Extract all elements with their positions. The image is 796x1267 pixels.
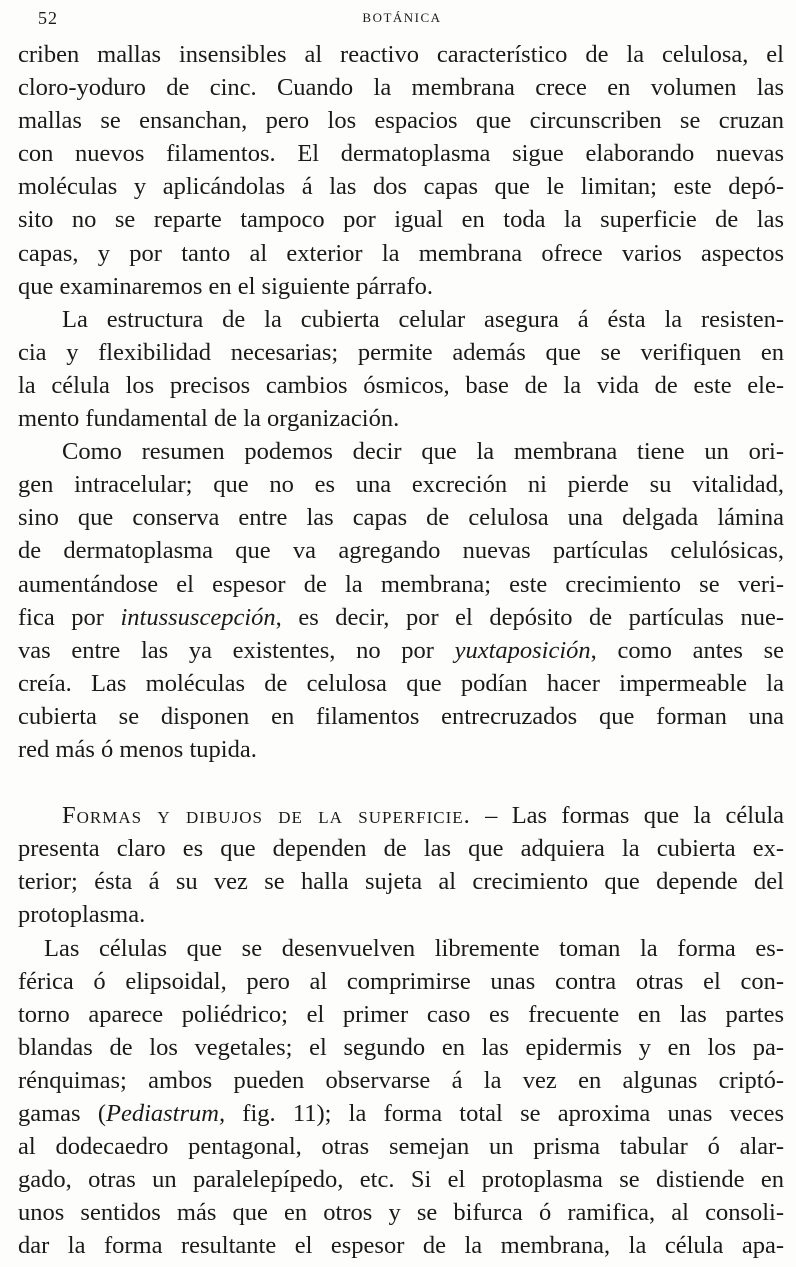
- text-line: de dermatoplasma que va agregando nuevas partículas celulósicas,: [18, 537, 784, 565]
- text-line-with-italic: [18, 1097, 784, 1130]
- text-line: terior; ésta á su vez se halla sujeta al crecimiento que depende del: [18, 868, 784, 896]
- italic-term: intussuscepción: [120, 603, 276, 631]
- running-title: BOTÁNICA: [362, 10, 442, 25]
- text-line-with-italic: [18, 634, 784, 667]
- text-fragment: gamas (: [18, 1100, 106, 1127]
- text-line: unos sentidos más que en otros y se bifurca ó ramifica, al consoli-: [18, 1199, 784, 1227]
- italic-term: Pediastrum,: [105, 1100, 226, 1127]
- text-line: aumentándose el espesor de la membrana; este crecimiento se veri-: [18, 570, 784, 598]
- section-heading: Formas y dibujos de la superficie.: [62, 802, 471, 830]
- text-line: cia y flexibilidad necesarias; permite además que se verifiquen en: [18, 338, 784, 366]
- text-fragment: vas entre las ya existentes, no por: [18, 636, 455, 664]
- text-line-with-italic: [18, 601, 784, 634]
- text-line: cloro-yoduro de cinc. Cuando la membrana crece en volumen las: [18, 74, 784, 102]
- text-line: creía. Las moléculas de celulosa que podían hacer impermeable la: [18, 669, 784, 697]
- text-fragment: fig. 11); la forma total se aproxima unas veces: [225, 1100, 784, 1127]
- text-line: dar la forma resultante el espesor de la membrana, la célula apa-: [18, 1232, 784, 1260]
- text-fragment: , es decir, por el depósito de partículas nue-: [275, 603, 784, 631]
- text-line: red más ó menos tupida.: [18, 735, 257, 763]
- text-line: cubierta se disponen en filamentos entrecruzados que forman una: [18, 702, 784, 730]
- text-line: gen intracelular; que no es una excreción ni pierde su vitalidad,: [18, 471, 784, 499]
- text-line: gado, otras un paralelepípedo, etc. Si el protoplasma se distiende en: [18, 1166, 784, 1194]
- italic-term: yuxtaposición: [454, 636, 591, 664]
- text-line: La estructura de la cubierta celular asegura á ésta la resisten-: [62, 305, 784, 333]
- text-line: moléculas y aplicándolas á las dos capas que le limitan; este depó-: [18, 173, 784, 201]
- page-number: 52: [38, 8, 58, 28]
- text-fragment: fica por: [18, 603, 121, 631]
- text-line: torno aparece poliédrico; el primer caso es frecuente en las partes: [18, 1000, 784, 1028]
- text-line: Las células que se desenvuelven libremente toman la forma es-: [44, 934, 784, 962]
- text-line: sino que conserva entre las capas de celulosa una delgada lámina: [18, 504, 784, 532]
- section-heading-line: [18, 799, 784, 832]
- text-line: que examinaremos en el siguiente párrafo.: [18, 272, 433, 300]
- text-line: criben mallas insensibles al reactivo característico de la celulosa, el: [18, 41, 784, 68]
- text-fragment: , como antes se: [590, 636, 784, 664]
- body-text: [18, 38, 784, 1262]
- text-line: al dodecaedro pentagonal, otras semejan un prisma tabular ó alar-: [18, 1133, 784, 1161]
- text-line: sito no se reparte tampoco por igual en toda la superficie de las: [18, 206, 784, 234]
- text-line: mallas se ensanchan, pero los espacios que circunscriben se cruzan: [18, 107, 784, 135]
- running-head: [22, 6, 782, 30]
- text-fragment: – Las formas que la célula: [470, 802, 784, 830]
- text-line: presenta claro es que dependen de las que adquiera la cubierta ex-: [18, 835, 784, 863]
- text-line: con nuevos filamentos. El dermatoplasma sigue elaborando nuevas: [18, 140, 784, 168]
- text-line: capas, y por tanto al exterior la membrana ofrece varios aspectos: [18, 239, 784, 267]
- section-gap: [18, 766, 784, 799]
- text-line: blandas de los vegetales; el segundo en las epidermis y en los pa-: [18, 1033, 784, 1061]
- text-line: la célula los precisos cambios ósmicos, base de la vida de este ele-: [18, 371, 784, 399]
- text-line: Como resumen podemos decir que la membrana tiene un ori-: [62, 438, 784, 466]
- text-line: férica ó elipsoidal, pero al comprimirse unas contra otras el con-: [18, 967, 784, 995]
- text-line: protoplasma.: [18, 901, 146, 929]
- text-line: mento fundamental de la organización.: [18, 405, 400, 433]
- text-line: rénquimas; ambos pueden observarse á la vez en algunas criptó-: [18, 1066, 784, 1094]
